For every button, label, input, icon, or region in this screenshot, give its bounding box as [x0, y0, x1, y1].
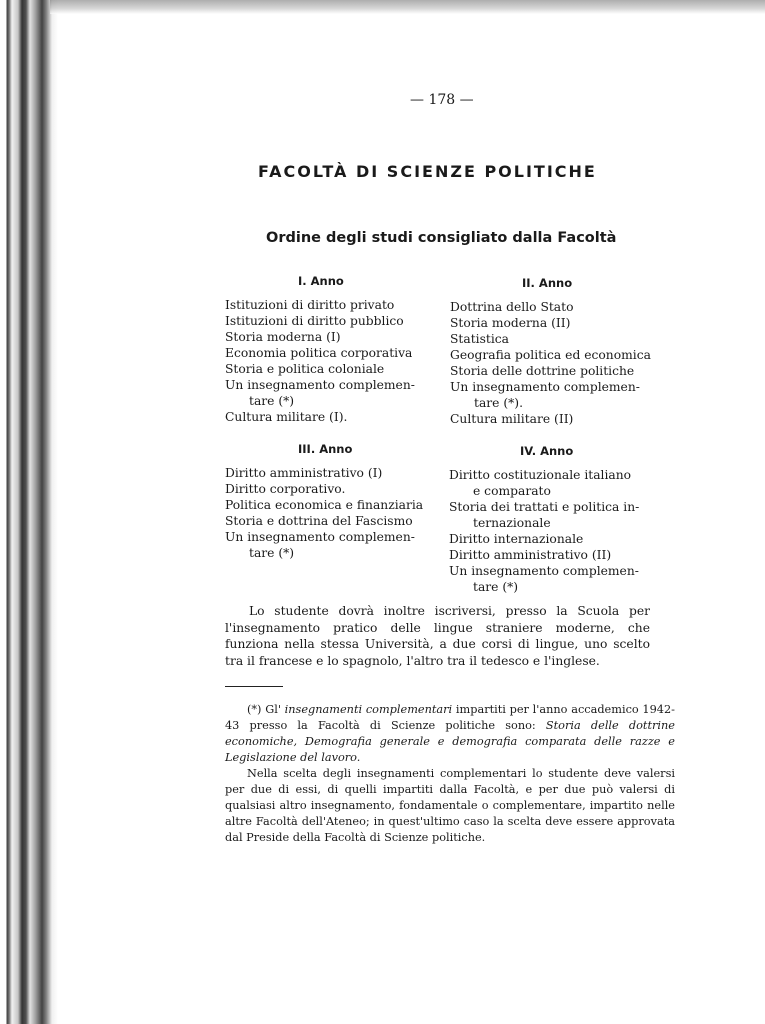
course: Istituzioni di diritto privato: [225, 298, 395, 312]
course: Diritto costituzionale italiano: [449, 468, 632, 482]
year-2-courses: [450, 299, 651, 427]
scan-binding-edge: [0, 0, 58, 1024]
course: Storia moderna (I): [225, 330, 341, 344]
course: tare (*): [249, 394, 295, 408]
course: Geografia politica ed economica: [450, 348, 651, 362]
course: Un insegnamento complemen-: [449, 564, 639, 578]
footnote-paragraph-1: [225, 702, 675, 766]
year-3-courses: [225, 465, 423, 561]
course: tare (*): [249, 546, 295, 560]
year-1-courses: [225, 297, 415, 425]
course: Economia politica corporativa: [225, 346, 413, 360]
course: tare (*).: [474, 396, 523, 410]
year-heading-4: IV. Anno: [520, 444, 574, 458]
page-title: FACOLTÀ DI SCIENZE POLITICHE: [258, 162, 597, 181]
footnote-course-list: Storia delle dottrine economiche, Demografia generale e demografia comparata delle razze e Legislazione del lavoro.: [225, 719, 675, 764]
scan-top-edge: [50, 0, 765, 14]
course: Istituzioni di diritto pubblico: [225, 314, 404, 328]
year-heading-1: I. Anno: [298, 274, 344, 288]
course: Storia moderna (II): [450, 316, 571, 330]
course: Storia e politica coloniale: [225, 362, 385, 376]
language-requirement-text: Lo studente dovrà inoltre iscriversi, presso la Scuola per l'insegnamento pratico delle lingue straniere moderne, che funziona nella stessa Università, a due corsi di lingue, uno scelto tra il francese e lo spagnolo, l'altro tra il tedesco e l'inglese.: [225, 604, 650, 668]
course: ternazionale: [473, 516, 551, 530]
course: Diritto corporativo.: [225, 482, 346, 496]
course: Cultura militare (I).: [225, 410, 348, 424]
year-4-courses: [449, 467, 639, 595]
footnote-marker: (*) Gl': [247, 703, 285, 716]
year-heading-2: II. Anno: [522, 276, 573, 290]
course: Un insegnamento complemen-: [225, 378, 415, 392]
course: Diritto internazionale: [449, 532, 584, 546]
footnote-divider: [225, 686, 283, 687]
course: Diritto amministrativo (II): [449, 548, 612, 562]
footnote-paragraph-2: Nella scelta degli insegnamenti complementari lo studente deve valersi per due di essi, di quelli impartiti dalla Facoltà, e per due può valersi di qualsiasi altro insegnamento, fondamentale o complementare, impartito nelle altre Facoltà dell'Ateneo; in quest'ultimo caso la scelta deve essere approvata dal Preside della Facoltà di Scienze politiche.: [225, 767, 675, 844]
footnote-text: impartiti per l'anno accademico 1942-43 presso la Facoltà di Scienze politiche sono:: [225, 703, 675, 732]
course: e comparato: [473, 484, 551, 498]
footnote: [225, 702, 675, 846]
course: Storia e dottrina del Fascismo: [225, 514, 413, 528]
course: Diritto amministrativo (I): [225, 466, 383, 480]
course: Dottrina dello Stato: [450, 300, 574, 314]
course: Un insegnamento complemen-: [450, 380, 640, 394]
course: tare (*): [473, 580, 519, 594]
section-subtitle: Ordine degli studi consigliato dalla Facoltà: [266, 230, 617, 246]
footnote-italic-term: insegnamenti complementari: [284, 703, 453, 716]
course: Cultura militare (II): [450, 412, 574, 426]
course: Storia delle dottrine politiche: [450, 364, 635, 378]
course: Un insegnamento complemen-: [225, 530, 415, 544]
course: Politica economica e finanziaria: [225, 498, 424, 512]
body-paragraph: [225, 603, 650, 669]
page-number: — 178 —: [410, 92, 474, 108]
year-heading-3: III. Anno: [298, 442, 353, 456]
course: Storia dei trattati e politica in-: [449, 500, 640, 514]
course: Statistica: [450, 332, 509, 346]
